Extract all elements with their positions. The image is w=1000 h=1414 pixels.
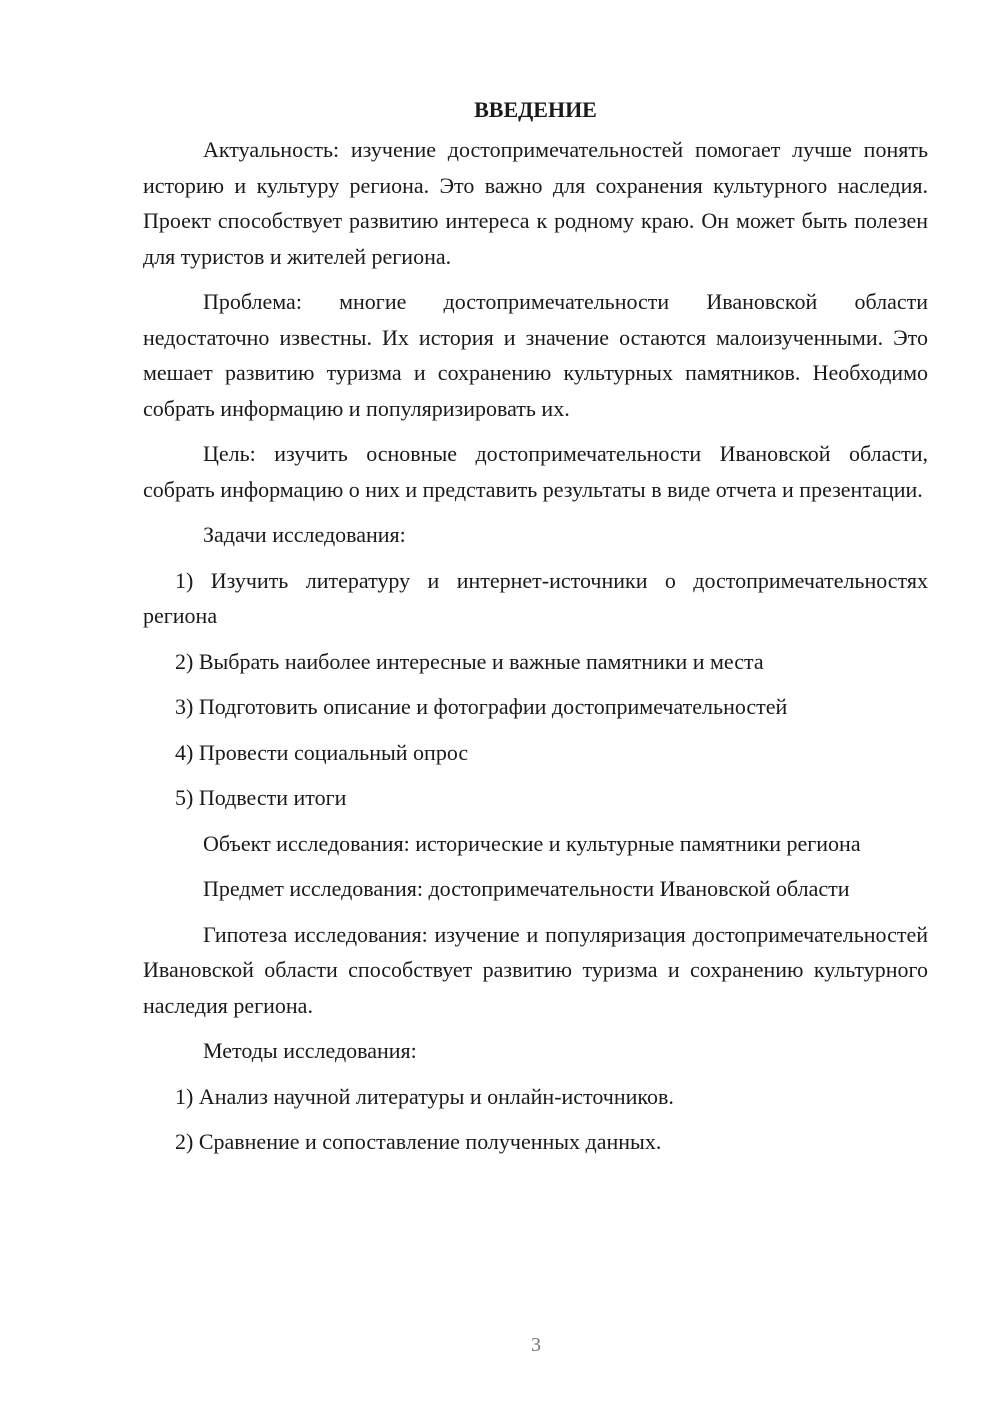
task-item-3: 3) Подготовить описание и фотографии достопримечательностей: [175, 694, 788, 719]
task-item-5: 5) Подвести итоги: [175, 785, 347, 810]
page-number: 3: [531, 1334, 541, 1356]
problem-paragraph: Проблема: многие достопримечательности Ивановской области недостаточно известны. Их история и значение остаются малоизученными. Это мешает развитию туризма и сохранению культурных памятников. Необходимо собрать информацию и популяризировать их.: [143, 289, 928, 421]
tasks-heading: Задачи исследования:: [203, 522, 406, 547]
document-body: [143, 92, 928, 1160]
goal-paragraph: Цель: изучить основные достопримечательности Ивановской области, собрать информацию о них и представить результаты в виде отчета и презентации.: [143, 441, 928, 502]
object-paragraph: Объект исследования: исторические и культурные памятники региона: [203, 830, 861, 856]
page-title: ВВЕДЕНИЕ: [474, 97, 597, 122]
relevance-paragraph: Актуальность: изучение достопримечательностей помогает лучше понять историю и культуру региона. Это важно для сохранения культурного наследия. Проект способствует развитию интереса к родному краю. Он может быть полезен для туристов и жителей региона.: [143, 137, 928, 269]
methods-heading: Методы исследования:: [203, 1038, 417, 1063]
subject-paragraph: Предмет исследования: достопримечательности Ивановской области: [203, 876, 850, 901]
method-item-1: 1) Анализ научной литературы и онлайн-источников.: [175, 1083, 674, 1109]
method-item-2: 2) Сравнение и сопоставление полученных данных.: [175, 1129, 662, 1154]
hypothesis-paragraph: Гипотеза исследования: изучение и популяризация достопримечательностей Ивановской области способствует развитию туризма и сохранению культурного наследия региона.: [143, 921, 928, 1018]
task-item-4: 4) Провести социальный опрос: [175, 739, 469, 765]
task-item-1: 1) Изучить литературу и интернет-источники о достопримечательностях региона: [143, 567, 928, 628]
task-item-2: 2) Выбрать наиболее интересные и важные памятники и места: [175, 648, 764, 674]
